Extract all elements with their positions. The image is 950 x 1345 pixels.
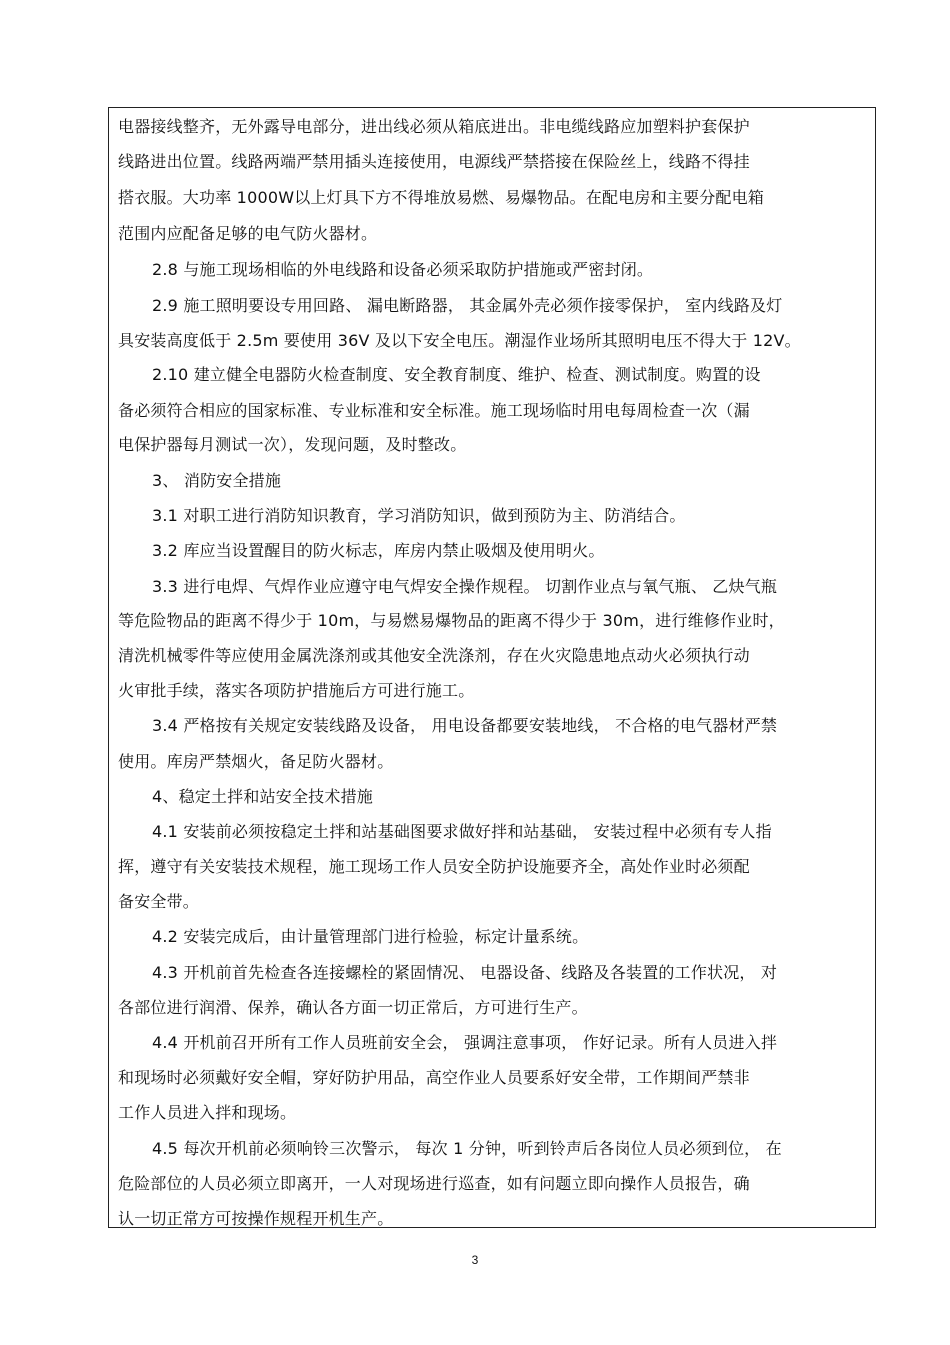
text-line: 各部位进行润滑、保养，确认各方面一切正常后，方可进行生产。 xyxy=(118,998,588,1017)
text-line: 2.8 与施工现场相临的外电线路和设备必须采取防护措施或严密封闭。 xyxy=(152,260,654,279)
text-line: 清洗机械零件等应使用金属洗涤剂或其他安全洗涤剂，存在火灾隐患地点动火必须执行动 xyxy=(118,646,750,665)
text-line: 2.9 施工照明要设专用回路、 漏电断路器， 其金属外壳必须作接零保护， 室内线路及灯 xyxy=(152,296,783,315)
text-line: 3.3 进行电焊、气焊作业应遵守电气焊安全操作规程。 切割作业点与氧气瓶、 乙炔气瓶 xyxy=(152,577,778,596)
text-line: 备必须符合相应的国家标准、专业标准和安全标准。施工现场临时用电每周检查一次（漏 xyxy=(118,401,750,420)
text-line: 备安全带。 xyxy=(118,892,200,911)
section-heading: 4、稳定土拌和站安全技术措施 xyxy=(152,787,373,806)
text-line: 4.5 每次开机前必须响铃三次警示， 每次 1 分钟，听到铃声后各岗位人员必须到位， 在 xyxy=(152,1139,782,1158)
text-line: 4.4 开机前召开所有工作人员班前安全会， 强调注意事项， 作好记录。所有人员进入拌 xyxy=(152,1033,778,1052)
text-line: 危险部位的人员必须立即离开，一人对现场进行巡查，如有问题立即向操作人员报告，确 xyxy=(118,1174,750,1193)
page-number: 3 xyxy=(471,1253,479,1267)
text-line: 工作人员进入拌和现场。 xyxy=(118,1103,297,1122)
text-line: 3.4 严格按有关规定安装线路及设备， 用电设备都要安装地线， 不合格的电气器材严禁 xyxy=(152,716,778,735)
text-line: 线路进出位置。线路两端严禁用插头连接使用，电源线严禁搭接在保险丝上，线路不得挂 xyxy=(118,152,750,171)
section-heading: 3、 消防安全措施 xyxy=(152,471,282,490)
text-line: 电保护器每月测试一次），发现问题，及时整改。 xyxy=(118,435,467,454)
text-line: 和现场时必须戴好安全帽，穿好防护用品，高空作业人员要系好安全带，工作期间严禁非 xyxy=(118,1068,750,1087)
text-line: 3.1 对职工进行消防知识教育，学习消防知识，做到预防为主、防消结合。 xyxy=(152,506,686,525)
text-line: 具安装高度低于 2.5m 要使用 36V 及以下安全电压。潮湿作业场所其照明电压不得大于 12V。 xyxy=(118,331,801,350)
text-line: 4.1 安装前必须按稳定土拌和站基础图要求做好拌和站基础， 安装过程中必须有专人指 xyxy=(152,822,772,841)
text-line: 搭衣服。大功率 1000W以上灯具下方不得堆放易燃、易爆物品。在配电房和主要分配电箱 xyxy=(118,188,765,207)
text-line: 4.2 安装完成后，由计量管理部门进行检验，标定计量系统。 xyxy=(152,927,589,946)
text-line: 2.10 建立健全电器防火检查制度、安全教育制度、维护、检查、测试制度。购置的设 xyxy=(152,365,761,384)
text-line: 3.2 库应当设置醒目的防火标志，库房内禁止吸烟及使用明火。 xyxy=(152,541,605,560)
text-line: 电器接线整齐，无外露导电部分，进出线必须从箱底进出。非电缆线路应加塑料护套保护 xyxy=(118,117,750,136)
text-line: 范围内应配备足够的电气防火器材。 xyxy=(118,224,378,243)
text-line: 火审批手续，落实各项防护措施后方可进行施工。 xyxy=(118,681,475,700)
text-line: 等危险物品的距离不得少于 10m，与易燃易爆物品的距离不得少于 30m，进行维修作业时， xyxy=(118,611,785,630)
text-line: 使用。库房严禁烟火，备足防火器材。 xyxy=(118,752,394,771)
text-line: 认一切正常方可按操作规程开机生产。 xyxy=(118,1209,394,1228)
text-line: 挥，遵守有关安装技术规程，施工现场工作人员安全防护设施要齐全，高处作业时必须配 xyxy=(118,857,750,876)
text-line: 4.3 开机前首先检查各连接螺栓的紧固情况、 电器设备、线路及各装置的工作状况， 对 xyxy=(152,963,778,982)
